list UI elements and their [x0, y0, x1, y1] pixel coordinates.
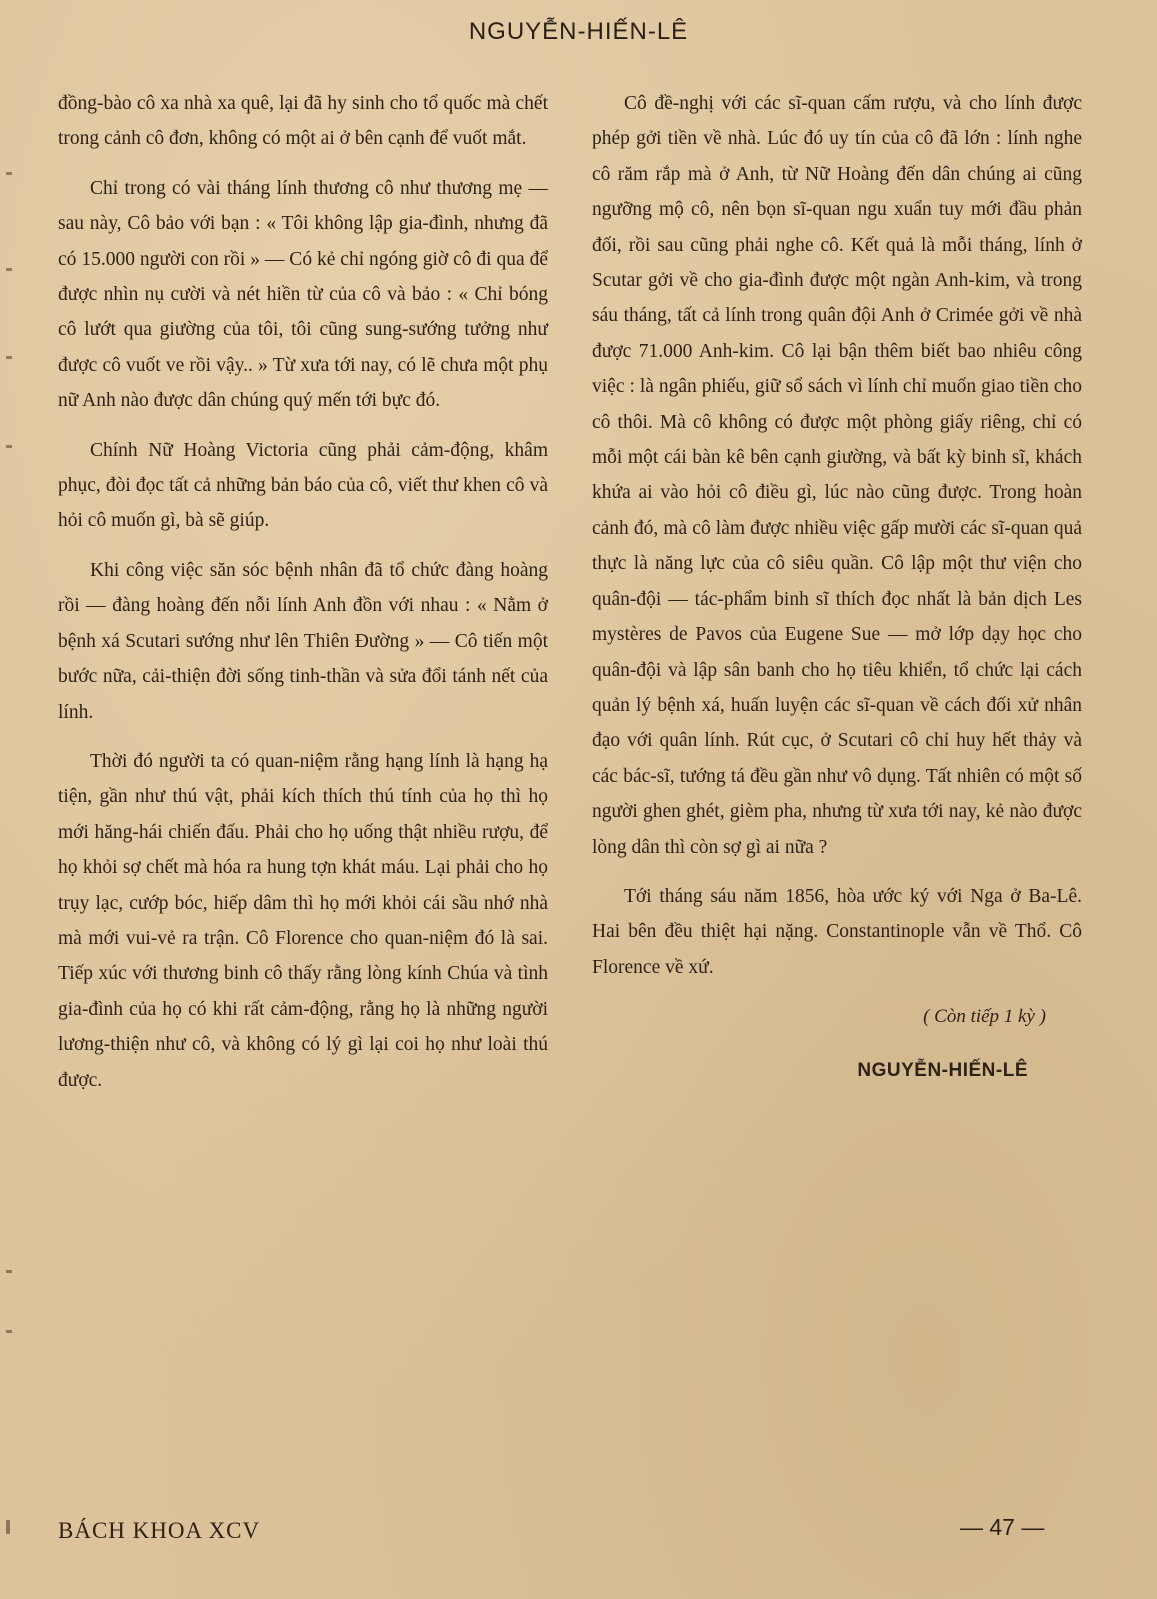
margin-mark	[6, 1270, 12, 1273]
paragraph: Chính Nữ Hoàng Victoria cũng phải cảm-động, khâm phục, đòi đọc tất cả những bản báo của cô, viết thư khen cô và hỏi cô muốn gì, bà sẽ giúp.	[58, 439, 548, 532]
right-column	[592, 86, 1082, 1088]
margin-mark	[6, 356, 12, 359]
to-be-continued-note: ( Còn tiếp 1 kỳ )	[923, 1006, 1046, 1028]
margin-mark	[6, 1330, 12, 1333]
margin-mark	[6, 172, 12, 175]
author-signature: NGUYỄN-HIẾN-LÊ	[857, 1059, 1028, 1081]
margin-mark	[6, 1520, 10, 1534]
paragraph: Cô đề-nghị với các sĩ-quan cấm rượu, và cho lính được phép gởi tiền về nhà. Lúc đó uy tín của cô đã lớn : lính nghe cô răm rắp mà ở Anh, từ Nữ Hoàng đến dân chúng ai cũng ngưỡng mộ cô, nên bọn sĩ-quan ngu xuẩn tuy mới đầu phản đối, rồi sau cũng phải nghe cô. Kết quả là mỗi tháng, lính ở Scutar gởi về cho gia-đình được một ngàn Anh-kim, và trong sáu tháng, tất cả lính trong quân đội Anh ở Crimée gởi về nhà được 71.000 Anh-kim. Cô lại bận thêm biết bao nhiêu công việc : là ngân phiếu, giữ sổ sách vì lính chỉ muốn giao tiền cho cô thôi. Mà cô không có được một phòng giấy riêng, chỉ có mỗi một cái bàn kê bên cạnh giường, và bất kỳ binh sĩ, khách khứa ai vào hỏi cô điều gì, lúc nào cũng được. Trong hoàn cảnh đó, mà cô làm được nhiều việc gấp mười các sĩ-quan quả thực là năng lực của cô siêu quần. Cô lập một thư viện cho quân-đội — tác-phẩm binh sĩ thích đọc nhất là bản dịch Les mystères de Pavos của Eugene Sue — mở lớp dạy học cho quân-đội và lập sân banh cho họ tiêu khiển, tổ chức lại cách quản lý bệnh xá, huấn luyện các sĩ-quan về cách đối xử nhân đạo với quân lính. Rút cục, ở Scutari cô chỉ huy hết thảy và các bác-sĩ, tướng tá đều gần như vô dụng. Tất nhiên có một số người ghen ghét, gièm pha, nhưng từ xưa tới nay, kẻ nào được lòng dân thì còn sợ gì ai nữa ?	[592, 93, 1082, 858]
publication-name: BÁCH KHOA XCV	[58, 1518, 261, 1543]
page-number: — 47 —	[960, 1514, 1045, 1540]
margin-mark	[6, 268, 12, 271]
paragraph: Khi công việc săn sóc bệnh nhân đã tổ chức đàng hoàng rồi — đàng hoàng đến nỗi lính Anh đồn với nhau : « Nằm ở bệnh xá Scutari sướng như lên Thiên Đường » — Cô tiến một bước nữa, cải-thiện đời sống tinh-thần và sửa đổi tánh nết của lính.	[58, 559, 548, 723]
paragraph: Chỉ trong có vài tháng lính thương cô như thương mẹ — sau này, Cô bảo với bạn : « Tôi không lập gia-đình, nhưng đã có 15.000 người con rồi » — Có kẻ chỉ ngóng giờ cô đi qua để được nhìn nụ cười và nét hiền từ của cô và bảo : « Chỉ bóng cô lướt qua giường của tôi, tôi cũng sung-sướng tưởng như được cô vuốt ve rồi vậy.. » Từ xưa tới nay, có lẽ chưa một phụ nữ Anh nào được dân chúng quý mến tới bực đó.	[58, 177, 548, 412]
paragraph: đồng-bào cô xa nhà xa quê, lại đã hy sinh cho tổ quốc mà chết trong cảnh cô đơn, không có một ai ở bên cạnh để vuốt mắt.	[58, 93, 548, 150]
margin-mark	[6, 445, 12, 448]
running-header-author: NGUYỄN-HIẾN-LÊ	[468, 18, 689, 45]
paragraph: Tới tháng sáu năm 1856, hòa ước ký với Nga ở Ba-Lê. Hai bên đều thiệt hại nặng. Constantinople vẫn về Thổ. Cô Florence về xứ.	[592, 885, 1082, 978]
paragraph: Thời đó người ta có quan-niệm rằng hạng lính là hạng hạ tiện, gần như thú vật, phải kích thích thú tính của họ thì họ mới hăng-hái chiến đấu. Phải cho họ uống thật nhiều rượu, để họ khỏi sợ chết mà hóa ra hung tợn khát máu. Lại phải cho họ trụy lạc, cướp bóc, hiếp dâm thì họ mới khỏi cái sầu nhớ nhà mà mới vui-vẻ ra trận. Cô Florence cho quan-niệm đó là sai. Tiếp xúc với thương binh cô thấy rằng lòng kính Chúa và tình gia-đình của họ có khi rất cảm-động, rằng họ là những người lương-thiện như cô, và không có lý gì lại coi họ như loài thú được.	[58, 750, 548, 1091]
left-column	[58, 86, 548, 1112]
